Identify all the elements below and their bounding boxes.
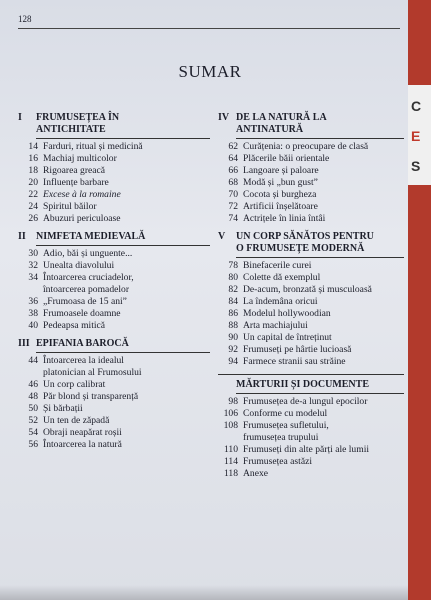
entry-page-number: 36 <box>28 296 38 307</box>
entry-title: Spiritul băilor <box>43 201 97 212</box>
toc-entry <box>218 272 404 284</box>
section-heading <box>218 379 404 391</box>
toc-entry <box>18 308 210 320</box>
toc-entry <box>18 165 210 177</box>
toc-entry <box>218 284 404 296</box>
entry-page-number: 52 <box>28 415 38 426</box>
entry-title: De-acum, bronzată și musculoasă <box>243 284 372 295</box>
section-roman-numeral <box>218 379 236 391</box>
toc-entry <box>18 415 210 427</box>
entry-page-number: 110 <box>223 444 238 455</box>
entry-page-number: 74 <box>228 213 238 224</box>
entry-page-number: 26 <box>28 213 38 224</box>
entry-page-number: 14 <box>28 141 38 152</box>
entry-title: La îndemâna oricui <box>243 296 318 307</box>
toc-entry <box>218 260 404 272</box>
page-number: 128 <box>18 14 32 24</box>
heading-underline <box>236 393 404 394</box>
toc-entry <box>218 308 404 320</box>
heading-underline <box>36 245 210 246</box>
toc-entry <box>18 141 210 153</box>
entry-title: Rigoarea greacă <box>43 165 106 176</box>
toc-section <box>18 338 210 451</box>
entry-title: Actrițele în linia întâi <box>243 213 326 224</box>
entry-title: Un capital de întreținut <box>243 332 332 343</box>
toc-entry <box>18 260 210 272</box>
toc-entry <box>218 456 404 468</box>
entry-page-number: 70 <box>228 189 238 200</box>
toc-entry <box>218 213 404 225</box>
entry-title: Întoarcerea la idealul platonician al Frumosului <box>43 355 142 378</box>
entry-page-number: 32 <box>28 260 38 271</box>
entry-title: Adio, băi și unguente... <box>43 248 133 259</box>
toc-entry <box>18 391 210 403</box>
toc-entry <box>18 296 210 308</box>
entry-page-number: 86 <box>228 308 238 319</box>
toc-entry <box>218 296 404 308</box>
toc-entry <box>18 248 210 260</box>
toc-entry <box>18 427 210 439</box>
toc-entry <box>218 408 404 420</box>
entry-title: Arta machiajului <box>243 320 308 331</box>
entry-page-number: 16 <box>28 153 38 164</box>
toc-right-column <box>218 112 404 486</box>
toc-section <box>18 231 210 332</box>
entry-title: Și bărbații <box>43 403 83 414</box>
entry-title: Farmece stranii sau străine <box>243 356 346 367</box>
entry-page-number: 68 <box>228 177 238 188</box>
heading-underline <box>36 138 210 139</box>
entry-title: Abuzuri periculoase <box>43 213 121 224</box>
entry-title: Frumuseți pe hârtie lucioasă <box>243 344 352 355</box>
toc-entry <box>218 189 404 201</box>
toc-entry <box>218 344 404 356</box>
entry-title: Frumusețea astăzi <box>243 456 312 467</box>
entry-page-number: 114 <box>223 456 238 467</box>
entry-title: Modă și „bun gust” <box>243 177 318 188</box>
entry-page-number: 98 <box>228 396 238 407</box>
section-title: UN CORP SĂNĂTOS PENTRU O FRUMUSEȚE MODERNĂ <box>236 231 374 254</box>
toc-entry <box>18 213 210 225</box>
entry-page-number: 18 <box>28 165 38 176</box>
entry-page-number: 64 <box>228 153 238 164</box>
toc-entry <box>18 189 210 201</box>
section-title: EPIFANIA BAROCĂ <box>36 338 129 349</box>
toc-entry <box>18 379 210 391</box>
toc-entry <box>218 396 404 408</box>
toc-entry <box>218 444 404 456</box>
entry-title: Păr blond și transparență <box>43 391 139 402</box>
toc-entry <box>218 420 404 444</box>
section-roman-numeral: I <box>18 112 22 123</box>
entry-title: Frumusețea de-a lungul epocilor <box>243 396 368 407</box>
entry-page-number: 34 <box>28 272 38 283</box>
toc-entry <box>18 201 210 213</box>
entry-page-number: 94 <box>228 356 238 367</box>
toc-entry <box>18 355 210 379</box>
entry-title: Frumusețea sufletului, frumusețea trupului <box>243 420 329 443</box>
toc-entry <box>218 165 404 177</box>
header-rule <box>18 28 400 29</box>
heading-underline <box>236 138 404 139</box>
entry-title: Modelul hollywoodian <box>243 308 331 319</box>
toc-entry <box>18 439 210 451</box>
entry-page-number: 78 <box>228 260 238 271</box>
entry-title: Excese à la romaine <box>43 189 121 200</box>
toc-entry <box>218 356 404 368</box>
entry-title: Cocota și burgheza <box>243 189 317 200</box>
entry-title: Plăcerile băii orientale <box>243 153 330 164</box>
entry-title: Curățenia: o preocupare de clasă <box>243 141 369 152</box>
toc-entry <box>218 201 404 213</box>
entry-page-number: 80 <box>228 272 238 283</box>
entry-title: Întoarcerea la natură <box>43 439 122 450</box>
section-heading <box>18 338 210 350</box>
entry-page-number: 90 <box>228 332 238 343</box>
entry-page-number: 118 <box>223 468 238 479</box>
spine-letter: C <box>411 98 422 114</box>
entry-title: Langoare și paloare <box>243 165 319 176</box>
toc-entry <box>18 153 210 165</box>
entry-page-number: 38 <box>28 308 38 319</box>
toc-entry <box>218 320 404 332</box>
entry-title: Întoarcerea cruciadelor, întoarcerea pomadelor <box>43 272 134 295</box>
toc-entry <box>18 320 210 332</box>
entry-page-number: 48 <box>28 391 38 402</box>
entry-page-number: 30 <box>28 248 38 259</box>
entry-title: Frumuseți din alte părți ale lumii <box>243 444 370 455</box>
entry-page-number: 84 <box>228 296 238 307</box>
section-title: FRUMUSEȚEA ÎN ANTICHITATE <box>36 112 120 135</box>
toc-entry <box>218 141 404 153</box>
entry-title: Conforme cu modelul <box>243 408 328 419</box>
entry-page-number: 62 <box>228 141 238 152</box>
entry-page-number: 56 <box>28 439 38 450</box>
section-heading <box>218 231 404 255</box>
entry-title: „Frumoasa de 15 ani” <box>43 296 127 307</box>
toc-left-column <box>18 112 210 457</box>
entry-page-number: 88 <box>228 320 238 331</box>
entry-title: Influențe barbare <box>43 177 109 188</box>
toc-section <box>18 112 210 225</box>
toc-entry <box>18 403 210 415</box>
entry-page-number: 54 <box>28 427 38 438</box>
section-roman-numeral: II <box>18 231 26 242</box>
toc-entry <box>218 153 404 165</box>
entry-title: Un ten de zăpadă <box>43 415 110 426</box>
entry-page-number: 106 <box>223 408 238 419</box>
toc-entry <box>218 468 404 480</box>
entry-page-number: 20 <box>28 177 38 188</box>
spine-letter: S <box>411 158 421 174</box>
section-roman-numeral: III <box>18 338 30 349</box>
entry-title: Pedeapsa mitică <box>43 320 106 331</box>
section-heading <box>18 231 210 243</box>
toc-entry <box>18 177 210 189</box>
section-roman-numeral: V <box>218 231 226 242</box>
entry-title: Frumoasele doamne <box>43 308 121 319</box>
entry-title: Unealta diavolului <box>43 260 115 271</box>
toc-section <box>218 112 404 225</box>
section-title: NIMFETA MEDIEVALĂ <box>36 231 146 242</box>
entry-page-number: 40 <box>28 320 38 331</box>
toc-entry <box>18 272 210 296</box>
heading-underline <box>236 257 404 258</box>
toc-section <box>218 374 404 480</box>
entry-page-number: 66 <box>228 165 238 176</box>
section-title: DE LA NATURĂ LA ANTINATURĂ <box>236 112 327 135</box>
book-cover-edge <box>408 0 431 600</box>
section-heading <box>18 112 210 136</box>
entry-title: Anexe <box>243 468 269 479</box>
entry-title: Artificii înșelătoare <box>243 201 318 212</box>
section-heading <box>218 112 404 136</box>
entry-page-number: 92 <box>228 344 238 355</box>
entry-page-number: 82 <box>228 284 238 295</box>
entry-page-number: 44 <box>28 355 38 366</box>
toc-section <box>218 231 404 368</box>
section-roman-numeral: IV <box>218 112 230 123</box>
entry-page-number: 72 <box>228 201 238 212</box>
entry-title: Obraji neapărat roșii <box>43 427 122 438</box>
entry-page-number: 22 <box>28 189 38 200</box>
entry-page-number: 50 <box>28 403 38 414</box>
spine-letter: E <box>411 128 421 144</box>
toc-entry <box>218 332 404 344</box>
section-title: MĂRTURII ȘI DOCUMENTE <box>236 379 369 390</box>
page-title: SUMAR <box>178 62 242 81</box>
entry-page-number: 46 <box>28 379 38 390</box>
entry-title: Un corp calibrat <box>43 379 106 390</box>
entry-title: Colette dă exemplul <box>243 272 321 283</box>
page-shadow <box>0 585 408 600</box>
toc-entry <box>218 177 404 189</box>
entry-page-number: 108 <box>223 420 238 431</box>
entry-title: Binefacerile curei <box>243 260 312 271</box>
entry-page-number: 24 <box>28 201 38 212</box>
entry-title: Machiaj multicolor <box>43 153 117 164</box>
section-divider <box>218 374 404 375</box>
entry-title: Farduri, ritual și medicină <box>43 141 143 152</box>
heading-underline <box>36 352 210 353</box>
